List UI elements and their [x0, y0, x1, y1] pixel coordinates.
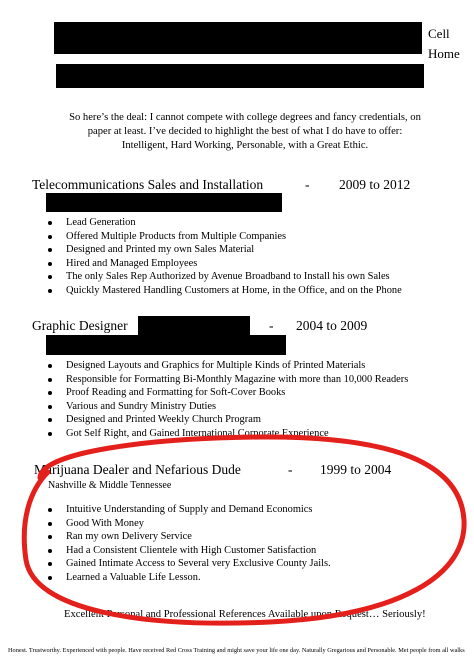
- list-item: Got Self Right, and Gained International Corporate Experience: [48, 427, 408, 441]
- redacted-company-bar: [46, 335, 286, 355]
- job-dates: 1999 to 2004: [320, 462, 392, 477]
- footer-fine-print: Honest. Trustworthy. Experienced with people. Have received Red Cross Training and might save your life one day. Naturally Gregarious and Personable. Met people from all walks: [8, 647, 465, 654]
- job-bullets: [48, 503, 331, 585]
- list-item: Designed and Printed Weekly Church Program: [48, 413, 408, 427]
- list-item: Designed Layouts and Graphics for Multiple Kinds of Printed Materials: [48, 359, 408, 373]
- list-item: Offered Multiple Products from Multiple Companies: [48, 230, 402, 244]
- list-item: Quickly Mastered Handling Customers at Home, in the Office, and on the Phone: [48, 284, 402, 298]
- redacted-company-inline: [138, 316, 250, 336]
- list-item: Good With Money: [48, 517, 331, 531]
- list-item: The only Sales Rep Authorized by Avenue Broadband to Install his own Sales: [48, 270, 402, 284]
- redacted-address-bar: [56, 64, 424, 88]
- intro-line: So here’s the deal: I cannot compete with college degrees and fancy credentials, on: [69, 112, 421, 123]
- references-line: Excellent Personal and Professional References Available upon Request… Seriously!: [64, 609, 426, 620]
- list-item: Lead Generation: [48, 216, 402, 230]
- job-title: Graphic Designer: [32, 318, 128, 333]
- redacted-company-bar: [46, 193, 282, 212]
- list-item: Gained Intimate Access to Several very Exclusive County Jails.: [48, 557, 331, 571]
- phone-label-home: Home: [428, 46, 460, 61]
- list-item: Proof Reading and Formatting for Soft-Cover Books: [48, 386, 408, 400]
- job-location: Nashville & Middle Tennessee: [48, 480, 172, 491]
- intro-line: Intelligent, Hard Working, Personable, with a Great Ethic.: [121, 140, 369, 151]
- list-item: Hired and Managed Employees: [48, 257, 402, 271]
- job-title: Marijuana Dealer and Nefarious Dude: [34, 462, 241, 477]
- job-dates: 2009 to 2012: [339, 177, 411, 192]
- redacted-name-bar: [54, 22, 422, 54]
- list-item: Responsible for Formatting Bi-Monthly Magazine with more than 10,000 Readers: [48, 373, 408, 387]
- job-dash: -: [288, 462, 293, 477]
- job-bullets: [48, 359, 408, 441]
- list-item: Had a Consistent Clientele with High Customer Satisfaction: [48, 544, 331, 558]
- job-dash: -: [305, 177, 310, 192]
- list-item: Various and Sundry Ministry Duties: [48, 400, 408, 414]
- list-item: Designed and Printed my own Sales Material: [48, 243, 402, 257]
- list-item: Learned a Valuable Life Lesson.: [48, 571, 331, 585]
- intro-paragraph: [60, 111, 430, 153]
- job-bullets: [48, 216, 402, 298]
- list-item: Ran my own Delivery Service: [48, 530, 331, 544]
- list-item: Intuitive Understanding of Supply and Demand Economics: [48, 503, 331, 517]
- job-dash: -: [269, 318, 274, 333]
- job-dates: 2004 to 2009: [296, 318, 368, 333]
- job-title: Telecommunications Sales and Installation: [32, 177, 264, 192]
- intro-line: paper at least. I’ve decided to highlight the best of what I do have to offer:: [87, 126, 403, 137]
- phone-label-cell: Cell: [428, 26, 450, 41]
